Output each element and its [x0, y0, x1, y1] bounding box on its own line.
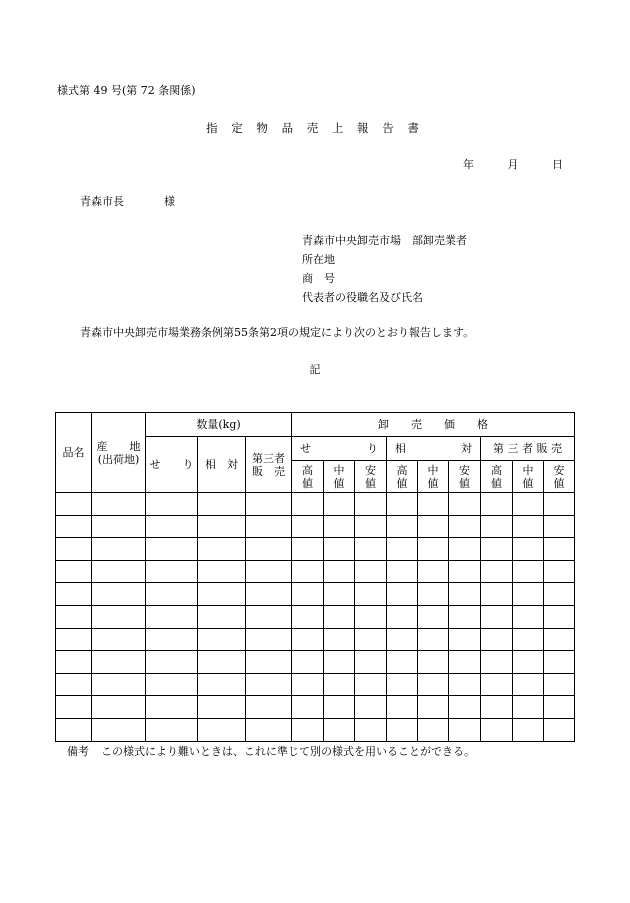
table-row	[56, 493, 575, 516]
table-cell[interactable]	[544, 560, 575, 583]
table-cell[interactable]	[324, 515, 355, 538]
table-cell[interactable]	[418, 673, 449, 696]
table-cell[interactable]	[355, 605, 387, 628]
sender-block	[302, 231, 467, 307]
table-row	[56, 673, 575, 696]
table-cell[interactable]	[355, 696, 387, 719]
table-cell[interactable]	[246, 583, 292, 606]
table-cell[interactable]	[92, 696, 146, 719]
table-cell[interactable]	[292, 673, 324, 696]
table-cell[interactable]	[544, 696, 575, 719]
table-cell[interactable]	[246, 560, 292, 583]
table-cell[interactable]	[292, 605, 324, 628]
table-cell[interactable]	[418, 560, 449, 583]
table-cell[interactable]	[56, 605, 92, 628]
table-cell[interactable]	[324, 696, 355, 719]
table-cell[interactable]	[355, 628, 387, 651]
col-quantity: 数量(kg)	[146, 413, 292, 437]
table-cell[interactable]	[513, 583, 544, 606]
table-cell[interactable]	[198, 538, 246, 561]
ki-heading: 記	[309, 363, 321, 376]
table-row	[56, 651, 575, 674]
table-cell[interactable]	[387, 493, 418, 516]
table-cell[interactable]	[387, 560, 418, 583]
table-cell[interactable]	[246, 696, 292, 719]
table-cell[interactable]	[387, 718, 418, 741]
table-cell[interactable]	[387, 696, 418, 719]
table-cell[interactable]	[355, 718, 387, 741]
table-cell[interactable]	[481, 718, 513, 741]
table-cell[interactable]	[92, 560, 146, 583]
table-cell[interactable]	[544, 493, 575, 516]
table-cell[interactable]	[92, 628, 146, 651]
table-cell[interactable]	[56, 718, 92, 741]
table-cell[interactable]	[198, 628, 246, 651]
table-cell[interactable]	[449, 493, 481, 516]
sub-mid: 中 値	[324, 461, 355, 493]
table-cell[interactable]	[324, 583, 355, 606]
table-cell[interactable]	[92, 651, 146, 674]
date-day: 日	[552, 158, 563, 171]
table-cell[interactable]	[513, 651, 544, 674]
table-cell[interactable]	[92, 673, 146, 696]
table-cell[interactable]	[481, 560, 513, 583]
table-cell[interactable]	[481, 605, 513, 628]
table-cell[interactable]	[146, 673, 198, 696]
table-cell[interactable]	[449, 583, 481, 606]
table-cell[interactable]	[246, 628, 292, 651]
table-cell[interactable]	[198, 583, 246, 606]
col-qty-aitai: 相 対	[198, 437, 246, 493]
table-cell[interactable]	[418, 493, 449, 516]
table-cell[interactable]	[513, 493, 544, 516]
table-cell[interactable]	[56, 515, 92, 538]
table-body	[56, 493, 575, 742]
table-cell[interactable]	[246, 538, 292, 561]
table-cell[interactable]	[418, 718, 449, 741]
addressee	[80, 193, 175, 209]
table-row	[56, 605, 575, 628]
col-price-seri-b: り	[367, 442, 379, 455]
table-cell[interactable]	[481, 493, 513, 516]
table-cell[interactable]	[513, 560, 544, 583]
col-price-aitai-a: 相	[395, 442, 407, 455]
table-cell[interactable]	[355, 538, 387, 561]
table-cell[interactable]	[324, 673, 355, 696]
table-cell[interactable]	[449, 673, 481, 696]
table-cell[interactable]	[146, 538, 198, 561]
sub-low: 安 値	[355, 461, 387, 493]
col-origin	[92, 413, 146, 493]
table-cell[interactable]	[481, 628, 513, 651]
table-cell[interactable]	[56, 696, 92, 719]
table-cell[interactable]	[292, 583, 324, 606]
table-row	[56, 560, 575, 583]
table-cell[interactable]	[544, 718, 575, 741]
table-cell[interactable]	[324, 651, 355, 674]
table-cell[interactable]	[246, 605, 292, 628]
table-cell[interactable]	[56, 673, 92, 696]
table-cell[interactable]	[324, 628, 355, 651]
col-qty-third	[246, 437, 292, 493]
table-cell[interactable]	[449, 718, 481, 741]
table-cell[interactable]	[292, 718, 324, 741]
table-cell[interactable]	[292, 560, 324, 583]
table-cell[interactable]	[198, 560, 246, 583]
table-row	[56, 583, 575, 606]
table-cell[interactable]	[56, 493, 92, 516]
note-label: 備考	[67, 745, 89, 758]
col-qty-third-bottom: 販 売	[252, 464, 285, 478]
table-cell[interactable]	[449, 605, 481, 628]
table-cell[interactable]	[449, 515, 481, 538]
table-cell[interactable]	[513, 538, 544, 561]
table-cell[interactable]	[387, 628, 418, 651]
sender-trade-name: 商 号	[302, 272, 335, 285]
table-row	[56, 628, 575, 651]
table-cell[interactable]	[513, 628, 544, 651]
table-cell[interactable]	[292, 696, 324, 719]
table-cell[interactable]	[146, 515, 198, 538]
addressee-name: 青森市長	[80, 195, 124, 208]
table-cell[interactable]	[146, 583, 198, 606]
table-row	[56, 515, 575, 538]
addressee-honorific: 様	[164, 195, 175, 208]
table-cell[interactable]	[355, 515, 387, 538]
table-cell[interactable]	[418, 628, 449, 651]
note	[67, 743, 475, 759]
col-wholesale-price: 卸 売 価 格	[292, 413, 575, 437]
date-month: 月	[507, 158, 519, 171]
table-cell[interactable]	[449, 696, 481, 719]
col-origin-top: 産 地	[96, 439, 141, 453]
table-cell[interactable]	[481, 538, 513, 561]
col-price-seri-a: せ	[300, 442, 312, 455]
table-row	[56, 696, 575, 719]
table-cell[interactable]	[513, 696, 544, 719]
table-cell[interactable]	[146, 696, 198, 719]
table-cell[interactable]	[92, 605, 146, 628]
report-table	[55, 412, 575, 742]
table-cell[interactable]	[324, 718, 355, 741]
body-text: 青森市中央卸売市場業務条例第55条第2項の規定により次のとおり報告します。	[80, 326, 475, 339]
table-cell[interactable]	[324, 560, 355, 583]
table-cell[interactable]	[355, 651, 387, 674]
table-cell[interactable]	[513, 673, 544, 696]
sender-address: 所在地	[302, 253, 335, 266]
col-qty-third-top: 第三者	[252, 451, 285, 465]
table-cell[interactable]	[481, 651, 513, 674]
table-cell[interactable]	[92, 493, 146, 516]
table-cell[interactable]	[544, 583, 575, 606]
table-cell[interactable]	[544, 628, 575, 651]
col-price-seri	[292, 437, 387, 461]
table-cell[interactable]	[92, 583, 146, 606]
sub-high: 高 値	[481, 461, 513, 493]
date-year: 年	[463, 158, 474, 171]
sub-high: 高 値	[387, 461, 418, 493]
sender-market: 青森市中央卸売市場 部卸売業者	[302, 234, 467, 247]
table-cell[interactable]	[56, 538, 92, 561]
table-cell[interactable]	[355, 673, 387, 696]
table-cell[interactable]	[513, 718, 544, 741]
table-cell[interactable]	[324, 493, 355, 516]
col-origin-bottom: (出荷地)	[97, 452, 140, 466]
sub-low: 安 値	[544, 461, 575, 493]
table-cell[interactable]	[387, 538, 418, 561]
sub-mid: 中 値	[513, 461, 544, 493]
table-cell[interactable]	[544, 673, 575, 696]
table-cell[interactable]	[246, 718, 292, 741]
table-cell[interactable]	[418, 605, 449, 628]
note-text: この様式により難いときは、これに準じて別の様式を用いることができる。	[101, 745, 475, 758]
table-cell[interactable]	[92, 515, 146, 538]
table-cell[interactable]	[387, 583, 418, 606]
table-cell[interactable]	[355, 493, 387, 516]
document-title: 指 定 物 品 売 上 報 告 書	[206, 121, 424, 135]
table-cell[interactable]	[481, 673, 513, 696]
table-cell[interactable]	[387, 651, 418, 674]
table-cell[interactable]	[324, 605, 355, 628]
table-cell[interactable]	[146, 651, 198, 674]
table-cell[interactable]	[56, 651, 92, 674]
sender-representative: 代表者の役職名及び氏名	[302, 291, 423, 304]
table-cell[interactable]	[246, 515, 292, 538]
table-cell[interactable]	[418, 696, 449, 719]
table-cell[interactable]	[198, 515, 246, 538]
table-cell[interactable]	[481, 583, 513, 606]
table-cell[interactable]	[418, 651, 449, 674]
sub-low: 安 値	[449, 461, 481, 493]
table-cell[interactable]	[146, 560, 198, 583]
col-price-aitai-b: 対	[461, 442, 473, 455]
table-cell[interactable]	[198, 651, 246, 674]
table-cell[interactable]	[292, 628, 324, 651]
table-cell[interactable]	[418, 515, 449, 538]
table-cell[interactable]	[198, 696, 246, 719]
table-cell[interactable]	[146, 493, 198, 516]
table-cell[interactable]	[146, 628, 198, 651]
table-cell[interactable]	[56, 628, 92, 651]
table-cell[interactable]	[56, 583, 92, 606]
table-cell[interactable]	[292, 538, 324, 561]
table-cell[interactable]	[198, 718, 246, 741]
table-cell[interactable]	[355, 583, 387, 606]
table-cell[interactable]	[292, 493, 324, 516]
table-cell[interactable]	[481, 696, 513, 719]
table-row	[56, 538, 575, 561]
col-price-aitai	[387, 437, 481, 461]
date-line	[463, 156, 563, 172]
table-cell[interactable]	[544, 651, 575, 674]
table-cell[interactable]	[513, 515, 544, 538]
col-qty-seri: せ り	[146, 437, 198, 493]
sub-high: 高 値	[292, 461, 324, 493]
table-cell[interactable]	[198, 493, 246, 516]
table-cell[interactable]	[418, 583, 449, 606]
col-price-third: 第 三 者 販 売	[481, 437, 575, 461]
table-cell[interactable]	[198, 605, 246, 628]
table-cell[interactable]	[544, 538, 575, 561]
table-cell[interactable]	[481, 515, 513, 538]
table-cell[interactable]	[449, 651, 481, 674]
table-cell[interactable]	[324, 538, 355, 561]
table-cell[interactable]	[387, 605, 418, 628]
table-cell[interactable]	[146, 605, 198, 628]
table-cell[interactable]	[292, 515, 324, 538]
table-row	[56, 718, 575, 741]
table-cell[interactable]	[56, 560, 92, 583]
table-cell[interactable]	[544, 605, 575, 628]
table-cell[interactable]	[292, 651, 324, 674]
table-cell[interactable]	[355, 560, 387, 583]
table-cell[interactable]	[387, 515, 418, 538]
table-cell[interactable]	[418, 538, 449, 561]
form-number: 様式第 49 号(第 72 条関係)	[57, 84, 196, 97]
col-item-name: 品名	[56, 413, 92, 493]
table-cell[interactable]	[387, 673, 418, 696]
table-cell[interactable]	[246, 651, 292, 674]
table-cell[interactable]	[246, 493, 292, 516]
table-cell[interactable]	[198, 673, 246, 696]
table-cell[interactable]	[92, 538, 146, 561]
sub-mid: 中 値	[418, 461, 449, 493]
table-cell[interactable]	[513, 605, 544, 628]
table-cell[interactable]	[246, 673, 292, 696]
table-cell[interactable]	[146, 718, 198, 741]
table-cell[interactable]	[449, 628, 481, 651]
table-cell[interactable]	[544, 515, 575, 538]
table-cell[interactable]	[92, 718, 146, 741]
table-cell[interactable]	[449, 538, 481, 561]
table-cell[interactable]	[449, 560, 481, 583]
